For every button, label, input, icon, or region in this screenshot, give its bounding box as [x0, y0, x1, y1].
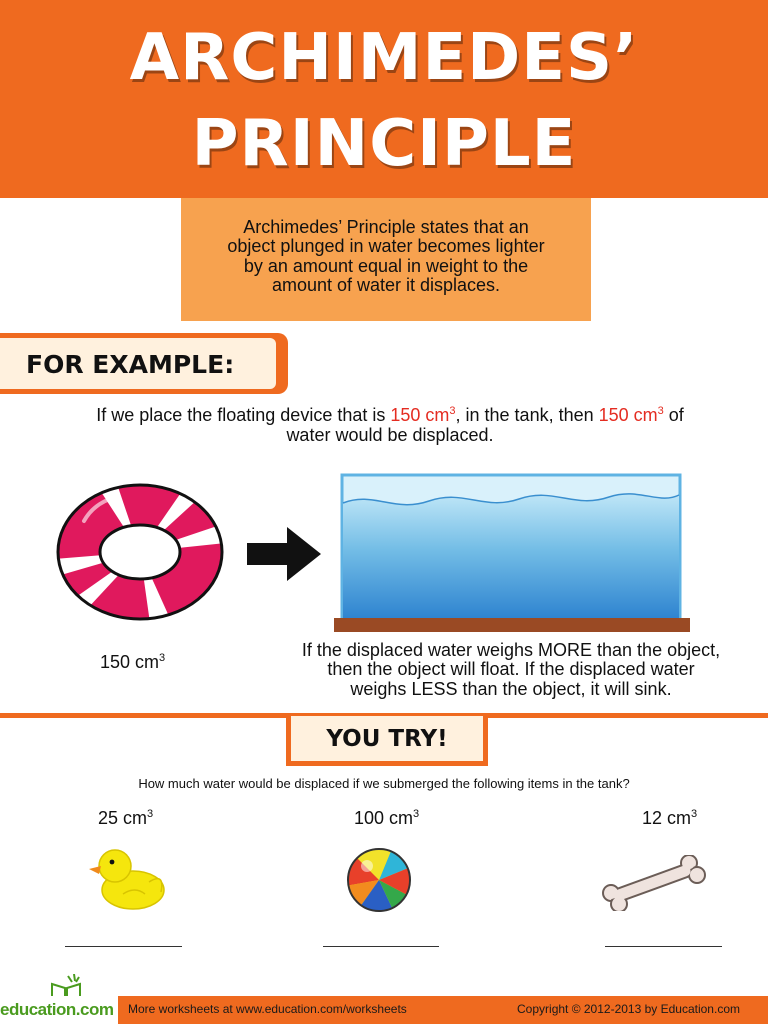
example-text-a: If we place the floating device that is — [96, 405, 391, 425]
example-text-b: , in the tank, then — [455, 405, 599, 425]
for-example-tab — [0, 333, 288, 394]
example-text — [20, 405, 760, 445]
bone-icon — [601, 855, 707, 911]
practice-question: How much water would be displaced if we submerged the following items in the tank? — [138, 776, 630, 791]
answer-line-ball[interactable] — [323, 946, 439, 947]
right-arrow-icon — [247, 527, 321, 581]
you-try-tab — [286, 716, 488, 766]
title-banner — [0, 0, 768, 198]
life-ring-volume: 150 $cm^3$ — [100, 652, 166, 672]
water-tank-icon — [334, 473, 690, 633]
item-volume-ball: 100 $cm^3$ — [354, 808, 420, 828]
float-sink-rule — [256, 641, 766, 699]
definition-line-3: by an amount equal in weight to the — [243, 255, 529, 276]
definition-box — [181, 198, 591, 321]
definition-line-4: amount of water it displaces. — [271, 274, 501, 295]
float-rule-line-2: then the object will float. If the displaced water — [327, 659, 695, 680]
rubber-duck-icon — [87, 842, 167, 912]
answer-line-duck[interactable] — [65, 946, 182, 947]
life-ring-icon — [54, 481, 226, 623]
logo-text: education.com — [0, 1000, 114, 1019]
footer-bar — [0, 996, 768, 1024]
answer-line-bone[interactable] — [605, 946, 722, 947]
example-text-d: water would be displaced. — [286, 425, 494, 446]
item-volume-bone: 12 $cm^3$ — [642, 808, 698, 828]
copyright-text: Copyright © 2012-2013 by Education.com — [517, 1002, 740, 1016]
education-logo[interactable] — [0, 996, 118, 1024]
page-title-line-2: PRINCIPLE — [191, 107, 577, 181]
example-text-c: of — [663, 405, 684, 425]
definition-line-2: object plunged in water becomes lighter — [227, 236, 545, 257]
page-title-line-1: ARCHIMEDES’ — [129, 21, 639, 95]
worksheets-link[interactable]: More worksheets at www.education.com/worksheets — [128, 1002, 407, 1016]
you-try-heading: YOU TRY! — [291, 716, 483, 761]
definition-line-1: Archimedes’ Principle states that an — [243, 217, 529, 237]
float-rule-line-3: weighs LESS than the object, it will sink. — [350, 678, 672, 699]
for-example-heading: FOR EXAMPLE: — [26, 350, 235, 379]
beach-ball-icon — [345, 846, 413, 914]
item-volume-duck: 25 $cm^3$ — [98, 808, 154, 828]
example-volume-b: 150 $cm^3$ — [598, 405, 664, 425]
example-volume-a: 150 $cm^3$ — [390, 405, 456, 425]
float-rule-line-1: If the displaced water weighs MORE than the object, — [301, 640, 721, 660]
